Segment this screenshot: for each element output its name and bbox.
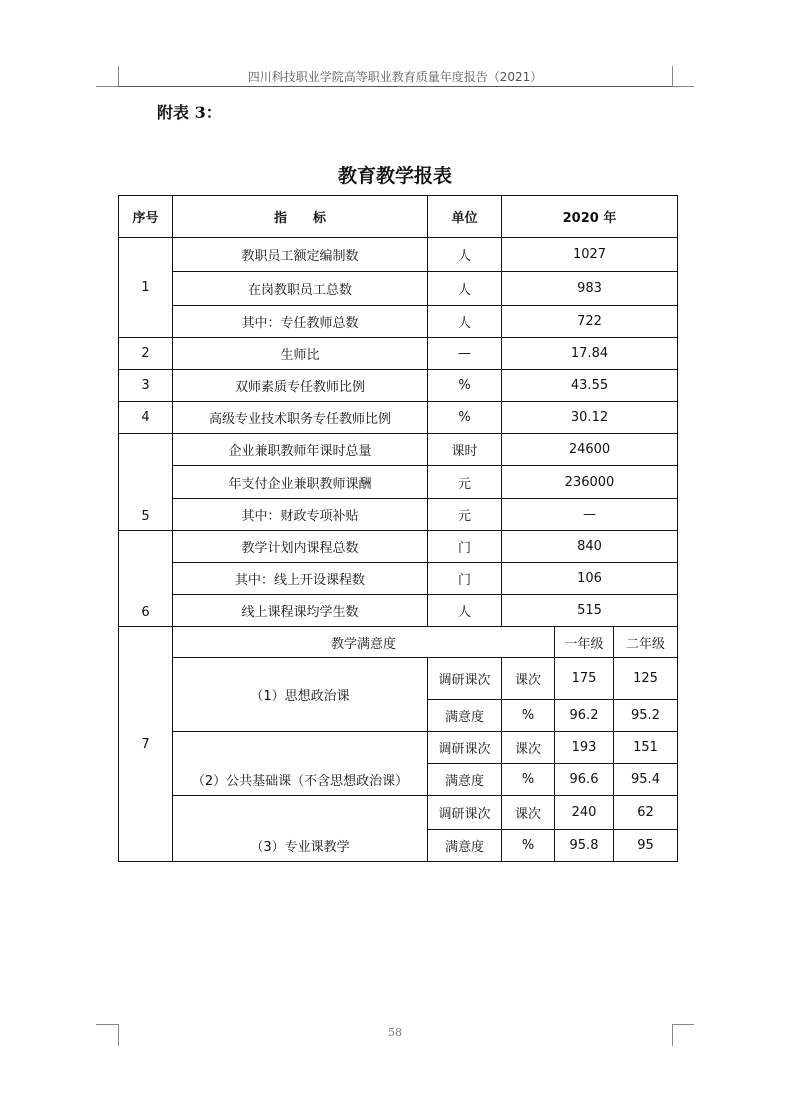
row-value: 840 <box>502 531 678 563</box>
satisfaction-header-row <box>119 627 678 658</box>
course-name: （3）专业课教学 <box>173 796 428 862</box>
grade2-value: 125 <box>614 658 678 700</box>
row-indicator: 其中：财政专项补贴 <box>173 499 428 531</box>
row-seq: 6 <box>119 531 173 627</box>
row-unit: % <box>428 370 502 402</box>
row-unit: 课时 <box>428 434 502 466</box>
table-row <box>119 434 678 466</box>
metric-label: 满意度 <box>428 700 502 732</box>
row-value: 1027 <box>502 238 678 272</box>
row-unit: 人 <box>428 595 502 627</box>
table-row <box>119 796 678 830</box>
metric-label: 调研课次 <box>428 732 502 764</box>
grade2-value: 62 <box>614 796 678 830</box>
satisfaction-label: 教学满意度 <box>173 627 555 658</box>
metric-unit: % <box>502 764 555 796</box>
metric-label: 满意度 <box>428 830 502 862</box>
row-indicator: 线上课程课均学生数 <box>173 595 428 627</box>
crop-mark-top-left <box>96 86 118 87</box>
row-indicator: 教职员工额定编制数 <box>173 238 428 272</box>
grade1-value: 175 <box>555 658 614 700</box>
table-row <box>119 402 678 434</box>
grade2-value: 95.4 <box>614 764 678 796</box>
row-unit: 门 <box>428 563 502 595</box>
grade1-value: 96.2 <box>555 700 614 732</box>
row-value: 515 <box>502 595 678 627</box>
metric-label: 满意度 <box>428 764 502 796</box>
row-indicator: 高级专业技术职务专任教师比例 <box>173 402 428 434</box>
appendix-label: 附表 3： <box>157 103 222 122</box>
crop-mark-bottom-right <box>672 1024 694 1025</box>
row-unit: 人 <box>428 238 502 272</box>
table-title: 教育教学报表 <box>337 165 452 187</box>
metric-label: 调研课次 <box>428 658 502 700</box>
grade1-value: 96.6 <box>555 764 614 796</box>
table-row <box>119 272 678 306</box>
metric-unit: % <box>502 700 555 732</box>
table-row <box>119 499 678 531</box>
row-indicator: 在岗教职员工总数 <box>173 272 428 306</box>
row-seq: 3 <box>119 370 173 402</box>
row-indicator: 年支付企业兼职教师课酬 <box>173 466 428 499</box>
metric-unit: % <box>502 830 555 862</box>
row-unit: 人 <box>428 306 502 338</box>
row-seq: 7 <box>119 627 173 862</box>
table-row <box>119 466 678 499</box>
metric-unit: 课次 <box>502 658 555 700</box>
row-unit: % <box>428 402 502 434</box>
table-row <box>119 338 678 370</box>
crop-mark-bottom-left <box>96 1024 118 1025</box>
row-seq: 4 <box>119 402 173 434</box>
course-name: （1）思想政治课 <box>173 658 428 732</box>
row-unit: — <box>428 338 502 370</box>
header-seq: 序号 <box>119 196 173 238</box>
row-value: — <box>502 499 678 531</box>
table-row <box>119 370 678 402</box>
row-value: 236000 <box>502 466 678 499</box>
row-unit: 门 <box>428 531 502 563</box>
header-rule <box>118 86 672 87</box>
row-seq: 2 <box>119 338 173 370</box>
grade1-value: 240 <box>555 796 614 830</box>
education-teaching-table <box>118 195 678 862</box>
row-seq: 1 <box>119 238 173 338</box>
row-seq: 5 <box>119 434 173 531</box>
table-row <box>119 732 678 764</box>
row-value: 43.55 <box>502 370 678 402</box>
metric-unit: 课次 <box>502 732 555 764</box>
row-value: 17.84 <box>502 338 678 370</box>
running-header: 四川科技职业学院高等职业教育质量年度报告（2021） <box>247 70 543 84</box>
table-row <box>119 531 678 563</box>
row-value: 722 <box>502 306 678 338</box>
row-unit: 元 <box>428 466 502 499</box>
table-row <box>119 658 678 700</box>
row-value: 24600 <box>502 434 678 466</box>
header-year: 2020 年 <box>502 196 678 238</box>
header-indicator: 指 标 <box>173 196 428 238</box>
row-indicator: 生师比 <box>173 338 428 370</box>
page-number: 58 <box>388 1026 402 1039</box>
row-unit: 人 <box>428 272 502 306</box>
grade2-value: 95.2 <box>614 700 678 732</box>
grade1-value: 193 <box>555 732 614 764</box>
grade2-header: 二年级 <box>614 627 678 658</box>
table-row <box>119 306 678 338</box>
metric-unit: 课次 <box>502 796 555 830</box>
row-indicator: 双师素质专任教师比例 <box>173 370 428 402</box>
row-value: 30.12 <box>502 402 678 434</box>
grade1-header: 一年级 <box>555 627 614 658</box>
crop-mark-top-right <box>672 86 694 87</box>
row-unit: 元 <box>428 499 502 531</box>
grade2-value: 151 <box>614 732 678 764</box>
table-row <box>119 563 678 595</box>
grade2-value: 95 <box>614 830 678 862</box>
course-name: （2）公共基础课（不含思想政治课） <box>173 732 428 796</box>
table-row <box>119 595 678 627</box>
row-indicator: 企业兼职教师年课时总量 <box>173 434 428 466</box>
row-indicator: 其中：专任教师总数 <box>173 306 428 338</box>
metric-label: 调研课次 <box>428 796 502 830</box>
row-value: 106 <box>502 563 678 595</box>
table-header-row <box>119 196 678 238</box>
row-value: 983 <box>502 272 678 306</box>
row-indicator: 其中：线上开设课程数 <box>173 563 428 595</box>
grade1-value: 95.8 <box>555 830 614 862</box>
row-indicator: 教学计划内课程总数 <box>173 531 428 563</box>
header-unit: 单位 <box>428 196 502 238</box>
table-row <box>119 238 678 272</box>
